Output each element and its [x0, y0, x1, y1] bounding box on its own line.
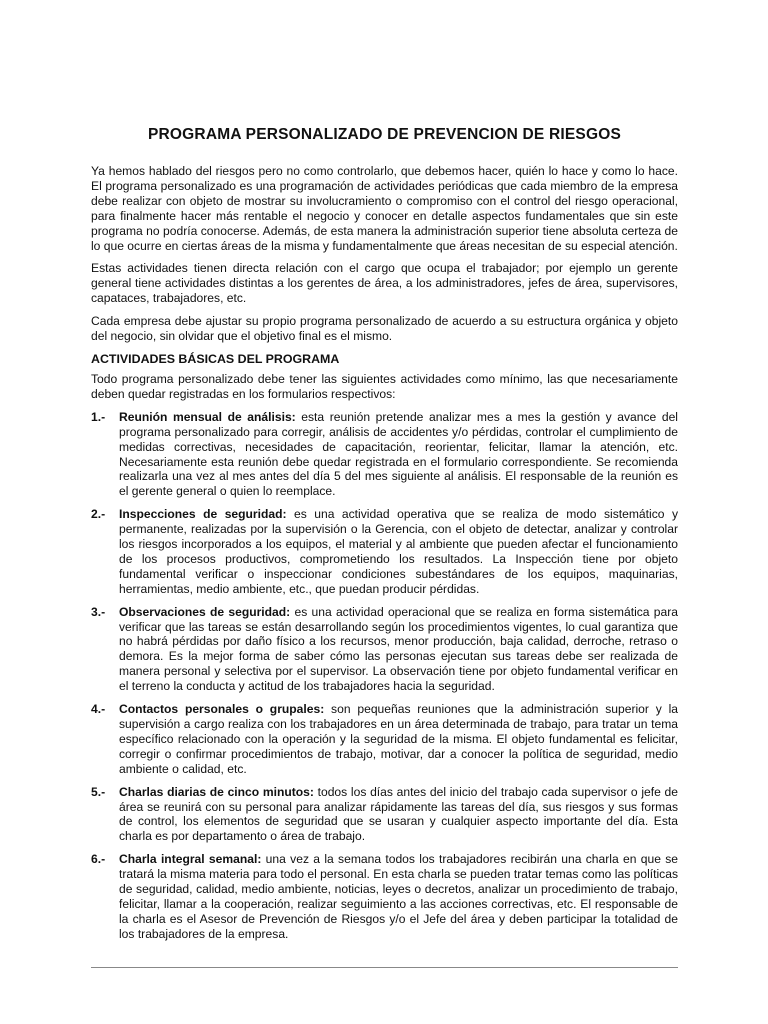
item-term: Reunión mensual de análisis: [119, 409, 296, 424]
item-text: son pequeñas reuniones que la administración superior y la supervisión a cargo realiza con los trabajadores en un área determinada de trabajo, para tratar un tema específico relacionado con la operación y la seguridad de la misma. El objeto fundamental es felicitar, corregir o confirmar procedimientos de trabajo, motivar, dar a conocer la política de seguridad, medio ambiente o calidad, etc. [119, 702, 679, 776]
item-term: Inspecciones de seguridad: [119, 507, 287, 522]
item-body [119, 702, 678, 777]
section-intro: Todo programa personalizado debe tener las siguientes actividades como mínimo, las que necesariamente deben quedar registradas en los formularios respectivos: [91, 371, 678, 401]
item-text: esta reunión pretende analizar mes a mes la gestión y avance del programa personalizado para corregir, análisis de accidentes y/o pérdidas, controlar el cumplimiento de medidas correctivas, necesidades de capacitación, reorientar, felicitar, llamar la atención, etc. Necesariamente esta reunión debe quedar registrada en el formulario correspondiente. Se recomienda realizarla una vez al mes antes del día 5 del mes siguiente al análisis. El responsable de la reunión es el gerente general o quien lo reemplace. [119, 409, 678, 499]
list-item [91, 702, 678, 777]
item-number: 4.- [91, 702, 106, 717]
item-term: Charlas diarias de cinco minutos: [119, 784, 314, 799]
item-term: Charla integral semanal: [119, 852, 262, 867]
item-number: 3.- [91, 604, 106, 619]
document-title: PROGRAMA PERSONALIZADO DE PREVENCION DE RIESGOS [147, 126, 621, 143]
item-number: 2.- [91, 507, 106, 522]
item-term: Contactos personales o grupales: [119, 702, 325, 717]
activity-list [91, 410, 678, 942]
item-body [119, 852, 678, 941]
list-item [91, 605, 678, 694]
list-item [91, 410, 678, 499]
paragraph-adjust: Cada empresa debe ajustar su propio programa personalizado de acuerdo a su estructura orgánica y objeto del negocio, sin olvidar que el objetivo final es el mismo. [91, 314, 678, 344]
item-number: 6.- [91, 852, 106, 867]
paragraph-activities: Estas actividades tienen directa relación con el cargo que ocupa el trabajador; por ejemplo un gerente general tiene actividades distintas a los gerentes de área, a los administradores, jefes de área, supervisores, capataces, trabajadores, etc. [91, 261, 678, 306]
list-item [91, 785, 678, 845]
item-text: es una actividad operativa que se realiza de modo sistemático y permanente, realizadas por la supervisión o la Gerencia, con el objeto de detectar, analizar y controlar los riesgos incorporados a los equipos, el material y al ambiente que pueden afectar el funcionamiento de los procesos productivos, comprometiendo los resultados. La Inspección tiene por objeto fundamental verificar o inspeccionar condiciones subestándares de los equipos, maquinarias, herramientas, medio ambiente, etc., que puedan producir pérdidas. [119, 507, 678, 596]
item-number: 5.- [91, 784, 106, 799]
paragraph-intro: Ya hemos hablado del riesgos pero no como controlarlo, que debemos hacer, quién lo hace y como lo hace. El programa personalizado es una programación de actividades periódicas que cada miembro de la empresa debe realizar con objeto de mostrar su involucramiento o compromiso con el control del riesgo operacional, para finalmente hacer más rentable el negocio y conocer en detalle aspectos fundamentales que sin este programa no podría conocerse. Además, de esta manera la administración superior tiene absoluta certeza de lo que ocurre en ciertas áreas de la misma y fundamentalmente que áreas necesitan de su especial atención. [91, 164, 678, 253]
item-text: una vez a la semana todos los trabajadores recibirán una charla en que se tratará la misma materia para todo el personal. En esta charla se pueden tratar temas como las políticas de seguridad, calidad, medio ambiente, noticias, leyes o decretos, analizar un procedimiento de trabajo, felicitar, llamar a la cooperación, realizar seguimiento a las acciones correctivas, etc. El responsable de la charla es el Asesor de Prevención de Riesgos y/o el Jefe del área y deben participar la totalidad de los trabajadores de la empresa. [119, 852, 678, 941]
item-body [119, 507, 678, 596]
item-number: 1.- [91, 409, 106, 424]
item-body [119, 410, 678, 499]
footer-divider [91, 967, 678, 968]
item-body [119, 605, 678, 694]
section-heading: ACTIVIDADES BÁSICAS DEL PROGRAMA [91, 351, 340, 366]
list-item [91, 507, 678, 596]
item-text: todos los días antes del inicio del trabajo cada supervisor o jefe de área se reunirá con su personal para analizar rápidamente las tareas del día, sus riesgos y sus formas de control, los elementos de seguridad que se usaran y cualquier aspecto importante del día. Esta charla es por departamento o área de trabajo. [119, 784, 679, 844]
item-body [119, 785, 678, 845]
item-term: Observaciones de seguridad: [119, 604, 291, 619]
list-item [91, 852, 678, 941]
item-text: es una actividad operacional que se realiza en forma sistemática para verificar que las tareas se están desarrollando según los procedimientos vigentes, lo cual garantiza que no habrá pérdidas por daño físico a los recursos, menor producción, baja calidad, derroche, retraso o demora. Es la mejor forma de saber cómo las personas ejecutan sus tareas debe ser realizada de manera personal y selectiva por el supervisor. La observación tiene por objeto fundamental verificar en el terreno la conducta y actitud de los trabajadores hacia la seguridad. [119, 604, 679, 694]
